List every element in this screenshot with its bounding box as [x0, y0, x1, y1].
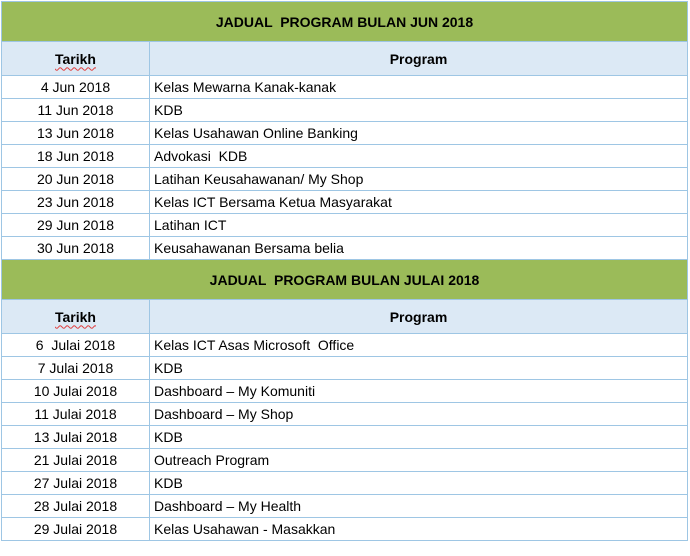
- table-header-row: [2, 300, 688, 334]
- program-cell: Dashboard – My Health: [150, 495, 688, 518]
- date-cell: 28 Julai 2018: [2, 495, 150, 518]
- program-cell: Kelas Usahawan Online Banking: [150, 122, 688, 145]
- program-cell: KDB: [150, 357, 688, 380]
- table-row: [2, 76, 688, 99]
- table-row: [2, 168, 688, 191]
- program-cell: Kelas Usahawan - Masakkan: [150, 518, 688, 541]
- date-cell: 4 Jun 2018: [2, 76, 150, 99]
- date-cell: 29 Jun 2018: [2, 214, 150, 237]
- table-row: [2, 426, 688, 449]
- header-program: Program: [150, 42, 688, 76]
- program-cell: Kelas ICT Asas Microsoft Office: [150, 334, 688, 357]
- header-date-label: Tarikh: [55, 50, 96, 67]
- program-cell: Advokasi KDB: [150, 145, 688, 168]
- date-cell: 10 Julai 2018: [2, 380, 150, 403]
- date-cell: 11 Julai 2018: [2, 403, 150, 426]
- table-row: [2, 214, 688, 237]
- program-cell: Latihan ICT: [150, 214, 688, 237]
- date-cell: 13 Julai 2018: [2, 426, 150, 449]
- date-cell: 20 Jun 2018: [2, 168, 150, 191]
- date-cell: 6 Julai 2018: [2, 334, 150, 357]
- table-row: [2, 334, 688, 357]
- section-title: JADUAL PROGRAM BULAN JULAI 2018: [2, 260, 688, 300]
- date-cell: 27 Julai 2018: [2, 472, 150, 495]
- table-row: [2, 99, 688, 122]
- program-cell: Latihan Keusahawanan/ My Shop: [150, 168, 688, 191]
- program-cell: Keusahawanan Bersama belia: [150, 237, 688, 260]
- header-program: Program: [150, 300, 688, 334]
- date-cell: 11 Jun 2018: [2, 99, 150, 122]
- program-cell: Kelas ICT Bersama Ketua Masyarakat: [150, 191, 688, 214]
- program-cell: Dashboard – My Komuniti: [150, 380, 688, 403]
- program-cell: Dashboard – My Shop: [150, 403, 688, 426]
- section-title: JADUAL PROGRAM BULAN JUN 2018: [2, 2, 688, 42]
- table-row: [2, 357, 688, 380]
- program-cell: Kelas Mewarna Kanak-kanak: [150, 76, 688, 99]
- table-row: [2, 449, 688, 472]
- table-row: [2, 122, 688, 145]
- date-cell: 23 Jun 2018: [2, 191, 150, 214]
- date-cell: 29 Julai 2018: [2, 518, 150, 541]
- date-cell: 13 Jun 2018: [2, 122, 150, 145]
- table-row: [2, 237, 688, 260]
- schedule-table: [1, 1, 688, 541]
- program-cell: KDB: [150, 99, 688, 122]
- table-row: [2, 403, 688, 426]
- table-row: [2, 191, 688, 214]
- table-row: [2, 495, 688, 518]
- program-cell: KDB: [150, 426, 688, 449]
- header-date: [2, 300, 150, 334]
- date-cell: 7 Julai 2018: [2, 357, 150, 380]
- table-row: [2, 380, 688, 403]
- table-row: [2, 518, 688, 541]
- table-row: [2, 145, 688, 168]
- date-cell: 21 Julai 2018: [2, 449, 150, 472]
- table-header-row: [2, 42, 688, 76]
- schedule-body: [2, 2, 688, 541]
- table-row: [2, 472, 688, 495]
- section-title-row: [2, 260, 688, 300]
- program-cell: Outreach Program: [150, 449, 688, 472]
- section-title-row: [2, 2, 688, 42]
- date-cell: 18 Jun 2018: [2, 145, 150, 168]
- header-date-label: Tarikh: [55, 308, 96, 325]
- program-cell: KDB: [150, 472, 688, 495]
- header-date: [2, 42, 150, 76]
- date-cell: 30 Jun 2018: [2, 237, 150, 260]
